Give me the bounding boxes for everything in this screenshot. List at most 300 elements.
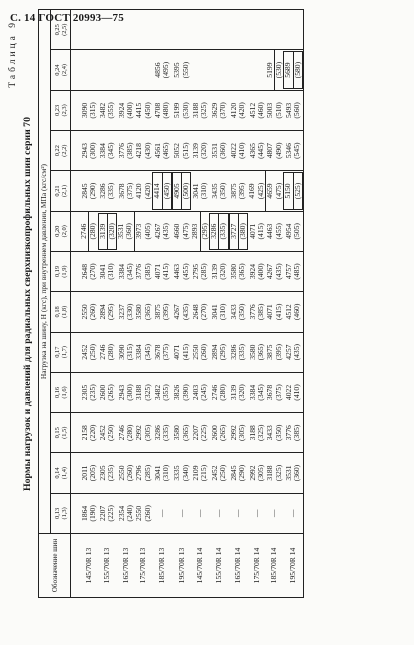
load-cell	[152, 171, 172, 211]
load-kgf: (460)	[292, 303, 302, 321]
load-kgf: (320)	[217, 263, 227, 280]
load-kgf: (215)	[199, 464, 209, 482]
load-newton: 5395	[172, 62, 182, 78]
load-newton: 2109	[190, 465, 200, 481]
pressure-mpa: 0,19	[53, 265, 61, 278]
load-cell	[98, 493, 118, 533]
load-kgf: (360)	[125, 212, 134, 251]
load-cell	[229, 171, 249, 211]
load-cell	[152, 332, 172, 372]
load-cell	[266, 50, 284, 90]
tyre-designation: 165/70R 13	[117, 534, 135, 598]
spacer-cell	[71, 131, 81, 171]
load-kgf: (515)	[180, 142, 190, 159]
load-cell	[80, 50, 98, 90]
pressure-kgf: (1,9)	[60, 265, 68, 278]
load-newton: 3435	[209, 183, 219, 199]
spacer-cell	[71, 171, 81, 211]
load-newton: —	[213, 509, 223, 518]
pressure-mpa: 0,14	[53, 467, 61, 479]
load-kgf: (260)	[124, 464, 134, 482]
load-kgf: (250)	[87, 343, 97, 361]
table-row	[266, 10, 284, 598]
load-cell	[135, 10, 153, 50]
load-cell	[229, 251, 249, 291]
load-newton: —	[251, 509, 261, 518]
load-kgf: (435)	[180, 303, 190, 321]
load-cell	[283, 90, 303, 130]
load-cell	[191, 453, 209, 493]
load-kgf: (525)	[293, 172, 303, 209]
load-cell	[152, 251, 172, 291]
table-row	[283, 10, 303, 598]
load-newton: 5199	[172, 102, 182, 118]
load-kgf: (445)	[256, 142, 266, 159]
pressure-header-cell	[51, 131, 71, 171]
load-cell	[98, 453, 118, 493]
load-newton: 4022	[283, 384, 293, 401]
load-cell	[135, 131, 153, 171]
load-cell	[209, 251, 229, 291]
pressure-mpa: 0,16	[53, 386, 61, 399]
load-cell	[209, 413, 229, 453]
load-newton: —	[195, 509, 205, 518]
load-cell	[135, 493, 153, 533]
load-cell	[283, 292, 303, 332]
load-newton: 4267	[152, 223, 162, 239]
load-newton: 4905	[172, 172, 181, 209]
load-cell	[191, 493, 209, 533]
load-kgf: (235)	[106, 464, 116, 482]
pressure-kgf: (1,4)	[60, 466, 68, 480]
load-cell	[172, 372, 192, 412]
pressure-header-cell	[51, 90, 71, 130]
load-kgf: (350)	[273, 424, 283, 441]
load-newton: 2943	[116, 384, 126, 401]
load-kgf: (415)	[273, 303, 283, 321]
load-cell	[266, 292, 284, 332]
load-cell	[266, 90, 284, 130]
load-newton: 5052	[172, 143, 182, 159]
load-kgf: (345)	[142, 343, 152, 361]
load-cell	[283, 332, 303, 372]
load-cell	[80, 171, 98, 211]
load-newton: 4071	[172, 344, 182, 360]
load-cell	[117, 10, 135, 50]
load-newton: 2648	[190, 304, 200, 320]
load-newton: 5493	[283, 102, 293, 118]
load-kgf: (345)	[106, 142, 116, 159]
load-cell	[98, 372, 118, 412]
tyre-designation: 145/70R 13	[80, 534, 98, 598]
load-cell	[117, 332, 135, 372]
load-cell	[191, 10, 209, 50]
load-newton: 2796	[134, 465, 144, 481]
load-cell	[266, 332, 284, 372]
pressure-kgf: (2,0)	[60, 225, 68, 238]
load-newton: 3041	[209, 304, 219, 320]
load-cell	[191, 292, 209, 332]
spacer-row	[71, 10, 81, 598]
load-newton: 3875	[265, 344, 275, 360]
tyre-designation: 175/70R 13	[135, 534, 153, 598]
tyre-designation: 195/70R 13	[172, 534, 192, 598]
load-kgf: (280)	[217, 384, 227, 401]
pressure-header-cell	[51, 372, 71, 412]
load-newton: 4512	[283, 304, 293, 320]
load-kgf: (335)	[106, 182, 116, 200]
table-label: Таблица 9	[8, 20, 18, 88]
load-newton: 3041	[98, 263, 108, 280]
load-cell	[80, 211, 98, 251]
load-kgf: (375)	[124, 182, 134, 200]
load-cell	[191, 251, 209, 291]
load-pressure-table	[38, 9, 304, 598]
spacer-cell	[71, 332, 81, 372]
load-kgf: (415)	[161, 263, 171, 280]
load-kgf: (265)	[106, 384, 116, 401]
load-newton: 2452	[98, 425, 108, 441]
load-cell	[135, 413, 153, 453]
pressure-kgf: (2,1)	[60, 184, 68, 198]
load-newton: 2550	[116, 465, 126, 481]
load-kgf: (405)	[142, 223, 152, 240]
load-newton: 4120	[134, 183, 144, 199]
load-cell	[80, 251, 98, 291]
tyre-designation: 185/70R 14	[266, 534, 284, 598]
load-newton: 2550	[134, 505, 144, 521]
load-newton: 5689	[283, 51, 292, 88]
load-kgf: (435)	[161, 223, 171, 240]
table-row	[248, 10, 266, 598]
load-cell	[283, 453, 303, 493]
load-newton: 4660	[172, 223, 182, 239]
load-cell	[135, 90, 153, 130]
load-newton: 3139	[190, 143, 200, 159]
load-cell	[209, 50, 229, 90]
load-newton: 2600	[209, 425, 219, 441]
load-newton: 4365	[247, 143, 257, 159]
load-newton: 3237	[116, 304, 126, 320]
load-newton: 3580	[134, 304, 144, 320]
table-row	[80, 10, 98, 598]
load-newton: 2305	[79, 384, 89, 401]
load-kgf: (315)	[87, 102, 97, 119]
load-cell	[80, 332, 98, 372]
load-cell	[80, 10, 98, 50]
load-newton: 3384	[98, 143, 108, 159]
load-cell	[135, 50, 153, 90]
load-cell	[266, 251, 284, 291]
load-cell	[283, 171, 303, 211]
load-kgf: (320)	[199, 142, 209, 159]
load-kgf: (385)	[124, 142, 134, 159]
load-kgf: (425)	[257, 171, 266, 210]
load-newton: 4071	[247, 223, 257, 239]
load-cell	[209, 372, 229, 412]
load-cell	[152, 10, 172, 50]
load-kgf: (375)	[273, 384, 283, 401]
load-kgf: (355)	[106, 102, 116, 119]
load-cell	[283, 10, 303, 50]
load-cell	[152, 90, 172, 130]
load-newton: 2354	[116, 505, 126, 521]
load-cell	[80, 90, 98, 130]
load-newton: 4415	[134, 102, 144, 118]
load-kgf: (320)	[107, 213, 117, 250]
load-kgf: (325)	[273, 464, 283, 482]
pressure-mpa: 0,22	[53, 145, 61, 157]
table-row	[98, 10, 118, 598]
load-kgf: (290)	[87, 182, 97, 200]
load-newton: 2943	[79, 143, 89, 159]
table-row	[117, 10, 135, 598]
load-newton: 2894	[98, 304, 108, 320]
load-cell	[248, 493, 266, 533]
load-newton: 3580	[247, 344, 257, 360]
load-cell	[172, 211, 192, 251]
load-cell	[117, 413, 135, 453]
load-kgf: (335)	[218, 213, 228, 250]
load-kgf: (280)	[124, 424, 134, 441]
pressure-mpa: 0,24	[53, 64, 61, 76]
load-newton: 3924	[247, 263, 257, 280]
load-kgf: (455)	[273, 223, 283, 240]
load-newton: 3090	[79, 102, 89, 118]
load-kgf: (260)	[142, 505, 152, 522]
load-newton: 3188	[190, 102, 200, 118]
load-cell	[229, 372, 249, 412]
load-cell	[248, 332, 266, 372]
pressure-mpa: 0,18	[53, 306, 61, 318]
load-cell	[98, 171, 118, 211]
load-kgf: (420)	[142, 182, 152, 200]
load-cell	[98, 251, 118, 291]
load-cell	[98, 292, 118, 332]
load-kgf: (490)	[273, 142, 283, 159]
load-cell	[152, 493, 172, 533]
load-cell	[98, 332, 118, 372]
load-cell	[172, 171, 192, 211]
load-cell	[191, 211, 209, 251]
load-kgf: (370)	[217, 102, 227, 119]
pressure-header-cell	[51, 50, 71, 90]
load-kgf: (225)	[199, 424, 209, 441]
load-newton: 2550	[190, 344, 200, 360]
load-newton: 3531	[283, 465, 293, 481]
table-row	[152, 10, 172, 598]
pressure-value	[54, 50, 68, 89]
load-kgf: (320)	[237, 384, 247, 401]
load-kgf: (325)	[142, 384, 152, 401]
load-newton: 3776	[116, 143, 126, 159]
load-cell	[248, 50, 266, 90]
load-kgf: (410)	[292, 384, 302, 401]
load-kgf: (450)	[142, 102, 152, 119]
load-cell	[117, 50, 135, 90]
load-newton: 3531	[209, 143, 219, 159]
load-newton: 2746	[209, 384, 219, 401]
load-kgf: (500)	[181, 172, 191, 209]
load-cell	[191, 332, 209, 372]
tyre-designation: 165/70R 14	[229, 534, 249, 598]
load-newton: 2894	[209, 344, 219, 360]
load-newton: 3433	[265, 425, 275, 441]
load-newton: 2207	[98, 505, 108, 521]
load-cell	[266, 10, 284, 50]
load-newton: 3041	[152, 465, 162, 481]
load-newton: 3384	[116, 263, 126, 280]
load-cell	[172, 493, 192, 533]
load-newton: 3188	[247, 425, 257, 441]
load-newton: 3286	[229, 344, 239, 360]
load-kgf: (505)	[292, 223, 302, 240]
load-kgf: (415)	[256, 223, 266, 240]
load-newton: 3188	[134, 384, 144, 401]
pressure-header-cell	[51, 171, 71, 211]
load-kgf: (530)	[180, 102, 190, 119]
load-kgf: (250)	[217, 464, 227, 482]
tyre-designation: 195/70R 14	[283, 534, 303, 598]
load-cell	[80, 292, 98, 332]
pressure-value	[54, 413, 68, 452]
load-cell	[283, 372, 303, 412]
pressure-kgf: (1,7)	[60, 346, 68, 359]
load-cell	[98, 50, 118, 90]
load-cell	[98, 10, 118, 50]
load-kgf: (550)	[180, 61, 190, 79]
load-kgf: (330)	[124, 303, 134, 321]
load-kgf: (300)	[87, 142, 97, 159]
load-newton: 4071	[265, 304, 275, 320]
load-kgf: (225)	[106, 505, 116, 522]
load-kgf: (395)	[273, 343, 283, 361]
load-cell	[283, 413, 303, 453]
load-newton: 3041	[190, 183, 200, 199]
load-newton: 3678	[116, 183, 126, 199]
load-kgf: (350)	[237, 303, 247, 321]
load-kgf: (205)	[87, 464, 97, 482]
pressure-header-cell	[51, 292, 71, 332]
load-kgf: (360)	[292, 464, 302, 482]
table-row	[135, 10, 153, 598]
load-kgf: (460)	[256, 102, 266, 119]
load-kgf: (335)	[237, 343, 247, 361]
load-newton: 5150	[283, 172, 292, 209]
load-newton: 5346	[283, 143, 293, 159]
load-kgf: (375)	[161, 343, 171, 361]
load-kgf: (430)	[142, 142, 152, 159]
load-kgf: (310)	[199, 182, 209, 200]
load-newton: 4708	[152, 102, 162, 118]
load-newton: 3678	[152, 344, 162, 360]
load-newton: 3286	[152, 425, 162, 441]
load-cell	[135, 171, 153, 211]
load-newton: 3875	[152, 304, 162, 320]
load-newton: 2403	[190, 384, 200, 401]
pressure-mpa: 0,17	[53, 346, 61, 358]
load-cell	[98, 413, 118, 453]
load-kgf: (545)	[292, 142, 302, 159]
load-cell	[80, 131, 98, 171]
tyre-designation: 185/70R 13	[152, 534, 172, 598]
load-kgf: (310)	[106, 263, 116, 280]
load-cell	[266, 171, 284, 211]
load-newton: 2452	[209, 465, 219, 481]
load-newton: —	[156, 509, 166, 518]
load-cell	[117, 131, 135, 171]
load-kgf: (190)	[87, 505, 97, 522]
pressure-kgf: (2,3)	[60, 104, 68, 117]
load-cell	[98, 211, 118, 251]
load-kgf: (305)	[237, 424, 247, 441]
load-cell	[117, 493, 135, 533]
load-kgf: (365)	[180, 424, 190, 441]
load-cell	[80, 493, 98, 533]
load-cell	[135, 251, 153, 291]
load-cell	[191, 131, 209, 171]
pressure-value	[54, 131, 68, 170]
pressure-value	[54, 212, 68, 251]
load-newton: 4561	[152, 143, 162, 159]
load-newton: 1864	[79, 505, 89, 521]
load-cell	[172, 90, 192, 130]
pressure-value	[54, 373, 68, 412]
load-newton: 4169	[247, 183, 257, 199]
load-cell	[248, 211, 266, 251]
load-cell	[117, 251, 135, 291]
load-cell	[266, 372, 284, 412]
load-newton: 4414	[152, 172, 161, 209]
load-newton: 3286	[98, 183, 108, 199]
pressure-value	[54, 292, 68, 331]
load-cell	[117, 292, 135, 332]
load-kgf: (380)	[238, 213, 248, 250]
load-newton: 3384	[134, 344, 144, 360]
pressure-kgf: (2,4)	[60, 63, 68, 77]
rotated-table-block	[8, 10, 388, 598]
load-newton: 2207	[190, 425, 200, 441]
load-newton: 4856	[152, 62, 162, 78]
load-cell	[191, 171, 209, 211]
load-cell	[209, 332, 229, 372]
load-kgf: (240)	[124, 505, 134, 522]
spacer-cell	[71, 453, 81, 493]
load-cell	[248, 90, 266, 130]
pressure-kgf: (2,2)	[60, 144, 68, 157]
load-cell	[117, 453, 135, 493]
load-newton: 2795	[190, 263, 200, 280]
load-newton: 4022	[229, 143, 239, 159]
pressure-header-cell	[51, 10, 71, 50]
pressure-header-cell	[51, 413, 71, 453]
load-cell	[283, 251, 303, 291]
tyre-designation: 175/70R 14	[248, 534, 266, 598]
load-kgf: (355)	[161, 384, 171, 401]
pressure-mpa: 0,13	[53, 507, 61, 519]
load-cell	[209, 493, 229, 533]
load-kgf: (340)	[180, 464, 190, 482]
load-newton: 2845	[229, 465, 239, 481]
load-cell	[209, 171, 229, 211]
load-kgf: (285)	[142, 464, 152, 482]
load-kgf: (270)	[199, 303, 209, 321]
load-kgf: (325)	[199, 102, 209, 119]
load-kgf: (420)	[237, 102, 247, 119]
load-kgf: (395)	[237, 182, 247, 200]
load-newton: 4267	[265, 263, 275, 280]
pressure-mpa: 0,21	[53, 185, 61, 197]
